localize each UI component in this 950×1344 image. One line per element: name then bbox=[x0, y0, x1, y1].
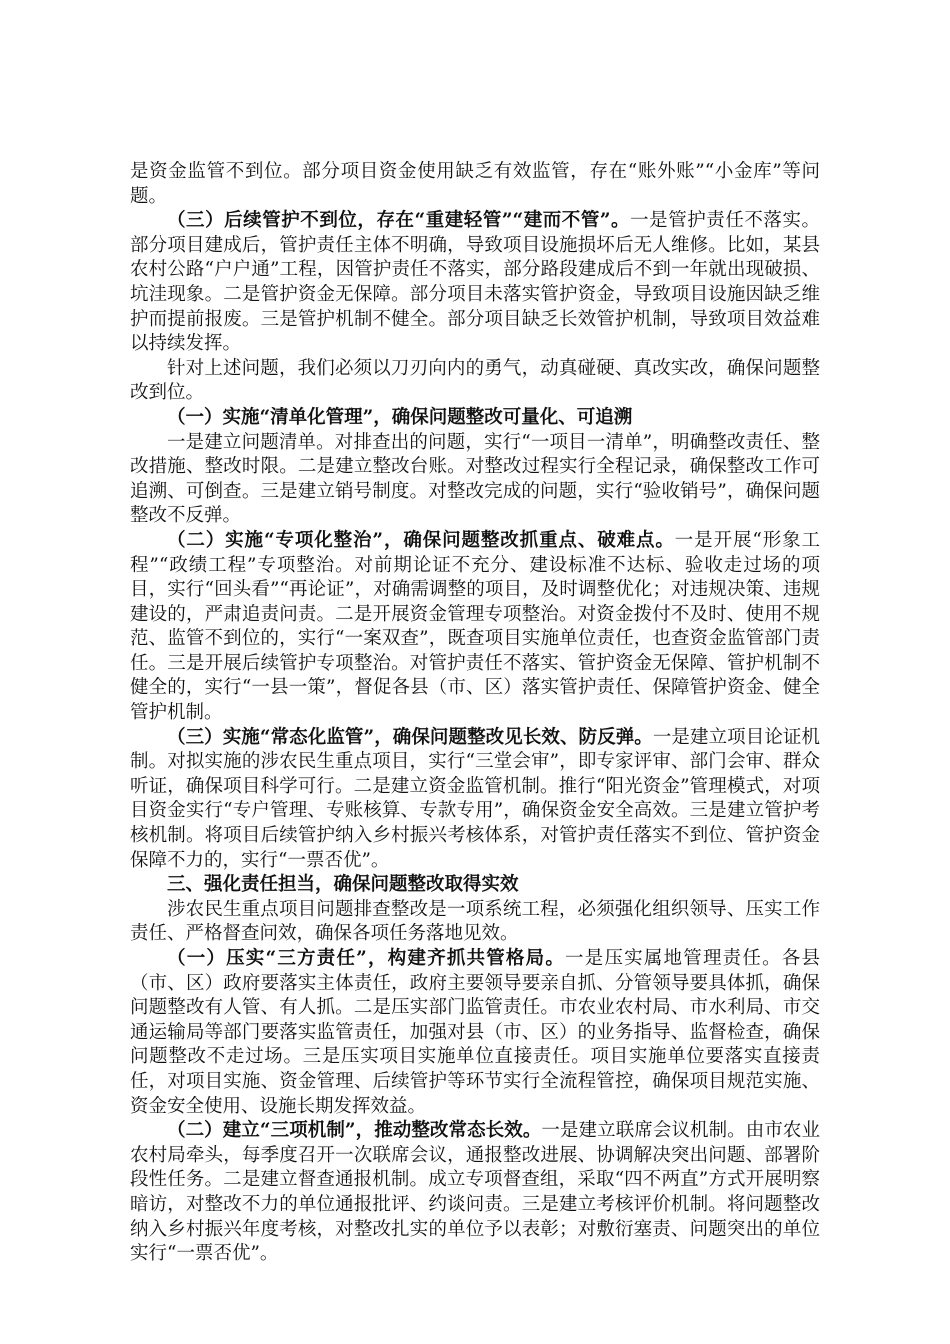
paragraph-text: 一是开展“形象工程”“政绩工程”专项整治。对前期论证不充分、建设标准不达标、验收走过场的项目，实行“回头看”“再论证”，对确需调整的项目，及时调整优化；对违规决策、违规建设的，严肃追责问责。二是开展资金管理专项整治。对资金拨付不及时、使用不规范、监管不到位的，实行“一案双查”，既查项目实施单位责任，也查资金监管部门责任。三是开展后续管护专项整治。对管护责任不落实、管护资金无保障、管护机制不健全的，实行“一县一策”，督促各县（市、区）落实管护责任、保障管护资金、健全管护机制。 bbox=[130, 529, 820, 724]
paragraph-transition bbox=[130, 357, 820, 406]
paragraph-lead: （二）建立“三项机制”，推动整改常态长效。 bbox=[167, 1120, 542, 1142]
paragraph-maintenance-issue bbox=[130, 209, 820, 357]
paragraph-lead: 三、强化责任担当，确保问题整改取得实效 bbox=[167, 874, 519, 896]
paragraph-text: 一是建立项目论证机制。对拟实施的涉农民生重点项目，实行“三堂会审”，即专家评审、部门会审、群众听证，确保项目科学可行。二是建立资金监管机制。推行“阳光资金”管理模式，对项目资金实行“专户管理、专账核算、专款专用”，确保资金安全高效。三是建立管护考核机制。将项目后续管护纳入乡村振兴考核体系，对管护责任落实不到位、管护资金保障不力的，实行“一票否优”。 bbox=[130, 726, 820, 871]
paragraph-lead: （三）后续管护不到位，存在“重建轻管”“建而不管”。 bbox=[167, 210, 631, 232]
paragraph-normalized-supervision bbox=[130, 726, 820, 874]
paragraph-three-mechanisms bbox=[130, 1119, 820, 1267]
paragraph-three-responsibilities bbox=[130, 947, 820, 1119]
paragraph-text: 一是管护责任不落实。部分项目建成后，管护责任主体不明确，导致项目设施损坏后无人维修。比如，某县农村公路“户户通”工程，因管护责任不落实，部分路段建成后不到一年就出现破损、坑洼现象。二是管护资金无保障。部分项目未落实管护资金，导致项目设施因缺乏维护而提前报废。三是管护机制不健全。部分项目缺乏长效管护机制，导致项目效益难以持续发挥。 bbox=[130, 210, 820, 355]
paragraph-special-rectification bbox=[130, 529, 820, 726]
paragraph-lead: （一）实施“清单化管理”，确保问题整改可量化、可追溯 bbox=[167, 406, 633, 428]
paragraph-text: 一是建立问题清单。对排查出的问题，实行“一项目一清单”，明确整改责任、整改措施、整改时限。二是建立整改台账。对整改过程实行全程记录，确保整改工作可追溯、可倒查。三是建立销号制度。对整改完成的问题，实行“验收销号”，确保问题整改不反弹。 bbox=[130, 431, 820, 527]
paragraph-system-engineering bbox=[130, 898, 820, 947]
paragraph-text: 涉农民生重点项目问题排查整改是一项系统工程，必须强化组织领导、压实工作责任、严格督查问效，确保各项任务落地见效。 bbox=[130, 898, 820, 945]
heading-checklist-management bbox=[130, 406, 820, 431]
paragraph-lead: （二）实施“专项化整治”，确保问题整改抓重点、破难点。 bbox=[167, 529, 675, 551]
paragraph-text: 一是压实属地管理责任。各县（市、区）政府要落实主体责任，政府主要领导要亲自抓、分管领导要具体抓，确保问题整改有人管、有人抓。二是压实部门监管责任。市农业农村局、市水利局、市交通运输局等部门要落实监管责任，加强对县（市、区）的业务指导、监督检查，确保问题整改不走过场。三是压实项目实施单位直接责任。项目实施单位要落实直接责任，对项目实施、资金管理、后续管护等环节实行全流程管控，确保项目规范实施、资金安全使用、设施长期发挥效益。 bbox=[130, 948, 820, 1117]
paragraph-text: 针对上述问题，我们必须以刀刃向内的勇气，动真碰硬、真改实改，确保问题整改到位。 bbox=[130, 357, 820, 404]
document-body bbox=[130, 160, 820, 1267]
paragraph-text: 一是建立联席会议机制。由市农业农村局牵头，每季度召开一次联席会议，通报整改进展、协调解决突出问题、部署阶段性任务。二是建立督查通报机制。成立专项督查组，采取“四不两直”方式开展明察暗访，对整改不力的单位通报批评、约谈问责。三是建立考核评价机制。将问题整改纳入乡村振兴年度考核，对整改扎实的单位予以表彰；对敷衍塞责、问题突出的单位实行“一票否优”。 bbox=[130, 1120, 820, 1265]
paragraph-text: 是资金监管不到位。部分项目资金使用缺乏有效监管，存在“账外账”“小金库”等问题。 bbox=[130, 161, 820, 207]
paragraph-funds-supervision bbox=[130, 160, 820, 209]
paragraph-lead: （三）实施“常态化监管”，确保问题整改见长效、防反弹。 bbox=[167, 726, 653, 748]
section-heading-responsibility bbox=[130, 873, 820, 898]
paragraph-lead: （一）压实“三方责任”，构建齐抓共管格局。 bbox=[167, 948, 566, 969]
paragraph-checklist-details bbox=[130, 431, 820, 529]
